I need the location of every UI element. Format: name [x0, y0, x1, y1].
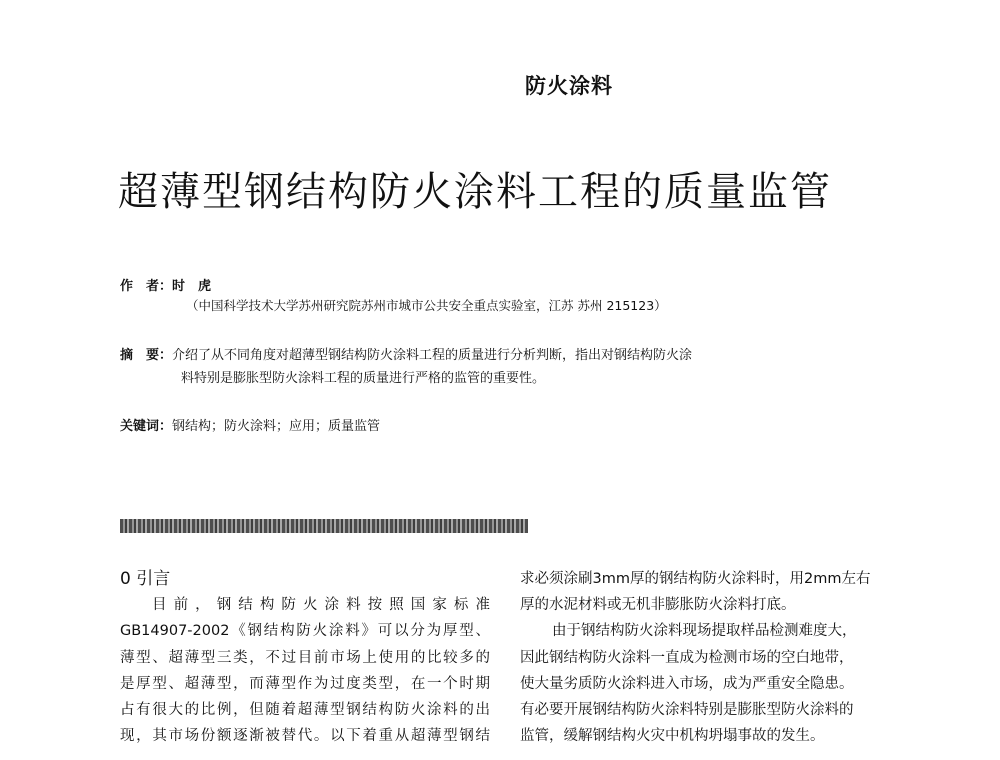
abstract-label: 摘 要：: [120, 348, 173, 363]
keywords-line: [120, 415, 380, 434]
section-label: 防火涂料: [525, 74, 613, 98]
body-line: 因此钢结构防火涂料一直成为检测市场的空白地带，: [520, 649, 854, 666]
abstract-text-1: 介绍了从不同角度对超薄型钢结构防火涂料工程的质量进行分析判断，指出对钢结构防火涂: [172, 348, 693, 363]
author-line: [120, 275, 211, 294]
body-column-right: [520, 566, 900, 749]
body-line: 薄型、超薄型三类，不过目前市场上使用的比较多的: [120, 649, 490, 666]
body-line: 现，其市场份额逐渐被替代。以下着重从超薄型钢结: [120, 728, 490, 745]
keywords-label: 关键词：: [120, 419, 173, 434]
body-line: 占有很大的比例，但随着超薄型钢结构防火涂料的出: [120, 701, 490, 718]
abstract-line-1: [120, 344, 692, 363]
body-line: 厚的水泥材料或无机非膨胀防火涂料打底。: [520, 597, 796, 614]
body-line: 由于钢结构防火涂料现场提取样品检测难度大，: [552, 623, 857, 640]
author-label: 作 者：: [120, 279, 173, 294]
keywords-text: 钢结构；防火涂料；应用；质量监管: [172, 419, 381, 434]
body-line: 监管，缓解钢结构火灾中机构坍塌事故的发生。: [520, 728, 825, 745]
body-line: GB14907-2002《钢结构防火涂料》可以分为厚型、: [120, 623, 490, 640]
body-column-left: [120, 566, 490, 749]
section-heading: 0 引言: [120, 569, 171, 589]
body-line: 求必须涂刷3mm厚的钢结构防火涂料时，用2mm左右: [520, 571, 871, 587]
body-line: 使大量劣质防火涂料进入市场，成为严重安全隐患。: [520, 675, 854, 692]
body-line: 有必要开展钢结构防火涂料特别是膨胀型防火涂料的: [520, 701, 854, 718]
author-name: 时 虎: [172, 279, 212, 294]
decorative-divider-band: [120, 519, 528, 533]
author-affiliation: （中国科学技术大学苏州研究院苏州市城市公共安全重点实验室，江苏 苏州 215123）: [186, 298, 667, 313]
body-line: 目前，钢结构防火涂料按照国家标准: [152, 597, 490, 614]
abstract-text-2: 料特别是膨胀型防火涂料工程的质量进行严格的监管的重要性。: [181, 371, 546, 386]
article-title: 超薄型钢结构防火涂料工程的质量监管: [118, 169, 832, 215]
body-line: 是厚型、超薄型，而薄型作为过度类型，在一个时期: [120, 675, 490, 692]
